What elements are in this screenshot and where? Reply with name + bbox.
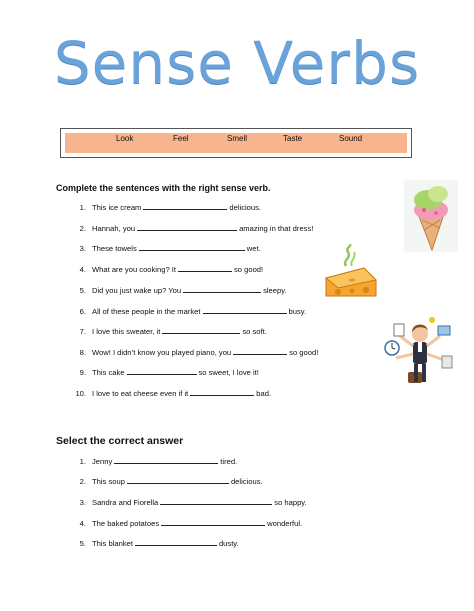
item-number: 3. (79, 244, 86, 253)
item-number: 7. (79, 327, 86, 336)
section2-heading: Select the correct answer (56, 435, 184, 447)
item-text-before: This cake (92, 368, 125, 377)
section1-heading: Complete the sentences with the right sense verb. (56, 183, 271, 193)
item-number: 10. (75, 389, 86, 398)
item-number: 4. (79, 265, 86, 274)
ice-cream-image (404, 180, 458, 252)
item-text-after: so soft. (242, 327, 267, 336)
item-text-after: dusty. (218, 539, 239, 548)
item-number: 6. (79, 307, 86, 316)
item-text-after: wonderful. (267, 519, 303, 528)
item-number: 5. (79, 286, 86, 295)
item-text-before: I love this sweater, it (92, 327, 161, 336)
answer-blank[interactable] (160, 497, 272, 505)
item-text-after: amazing in that dress! (239, 224, 314, 233)
answer-blank[interactable] (135, 538, 217, 546)
answer-blank[interactable] (127, 476, 229, 484)
cheese-image (322, 244, 378, 300)
item-text-before: Wow! I didn’t know you played piano, you (92, 348, 232, 357)
answer-blank[interactable] (190, 388, 254, 396)
exercise-item (72, 388, 271, 398)
item-text-after: delicious. (229, 203, 262, 212)
item-text-before: Jenny (92, 457, 113, 466)
word-bank-word: Sound (339, 134, 363, 143)
item-text-after: so good! (234, 265, 264, 274)
exercise-item (72, 476, 263, 486)
item-text-before: This blanket (92, 539, 133, 548)
answer-blank[interactable] (203, 306, 287, 314)
item-text-after: so good! (289, 348, 319, 357)
item-text-after: sleepy. (263, 286, 287, 295)
item-number: 2. (79, 477, 86, 486)
exercise-item (72, 202, 261, 212)
item-text-after: busy. (288, 307, 307, 316)
word-bank-word: Look (116, 134, 134, 143)
answer-blank[interactable] (178, 264, 232, 272)
item-number: 8. (79, 348, 86, 357)
word-bank-word: Smell (227, 134, 248, 143)
item-text-before: The baked potatoes (92, 519, 160, 528)
exercise-item (72, 223, 313, 233)
word-bank (60, 128, 412, 158)
word-bank-word: Taste (283, 134, 303, 143)
page-title: Sense Verbs (53, 29, 421, 97)
item-text-before: These towels (92, 244, 137, 253)
item-text-after: so sweet, I love it! (198, 368, 259, 377)
exercise-item (72, 264, 263, 274)
answer-blank[interactable] (162, 326, 240, 334)
answer-blank[interactable] (139, 243, 245, 251)
word-bank-word: Feel (173, 134, 189, 143)
busy-woman-image (382, 314, 458, 390)
item-text-before: Hannah, you (92, 224, 136, 233)
exercise-item (72, 456, 237, 466)
item-text-before: All of these people in the market (92, 307, 201, 316)
item-number: 4. (79, 519, 86, 528)
exercise-item (72, 306, 306, 316)
answer-blank[interactable] (233, 347, 287, 355)
item-text-before: Sandra and Fiorella (92, 498, 159, 507)
exercise-item (72, 518, 302, 528)
answer-blank[interactable] (137, 223, 237, 231)
exercise-item (72, 243, 261, 253)
item-number: 3. (79, 498, 86, 507)
answer-blank[interactable] (143, 202, 227, 210)
item-number: 1. (79, 457, 86, 466)
item-number: 2. (79, 224, 86, 233)
item-number: 5. (79, 539, 86, 548)
item-text-before: Did you just wake up? You (92, 286, 182, 295)
answer-blank[interactable] (127, 367, 197, 375)
item-text-after: so happy. (274, 498, 307, 507)
item-text-before: This ice cream (92, 203, 142, 212)
item-number: 1. (79, 203, 86, 212)
item-text-after: bad. (256, 389, 272, 398)
item-text-before: This soup (92, 477, 125, 486)
item-text-after: tired. (220, 457, 238, 466)
item-text-after: delicious. (230, 477, 263, 486)
answer-blank[interactable] (114, 456, 218, 464)
item-text-after: wet. (246, 244, 261, 253)
answer-blank[interactable] (161, 518, 265, 526)
item-text-before: What are you cooking? It (92, 265, 176, 274)
exercise-item (72, 347, 318, 357)
exercise-item (72, 538, 239, 548)
item-number: 9. (79, 368, 86, 377)
exercise-item (72, 326, 267, 336)
item-text-before: I love to eat cheese even if it (92, 389, 189, 398)
exercise-item (72, 285, 287, 295)
exercise-item (72, 497, 307, 507)
exercise-item (72, 367, 259, 377)
answer-blank[interactable] (183, 285, 261, 293)
